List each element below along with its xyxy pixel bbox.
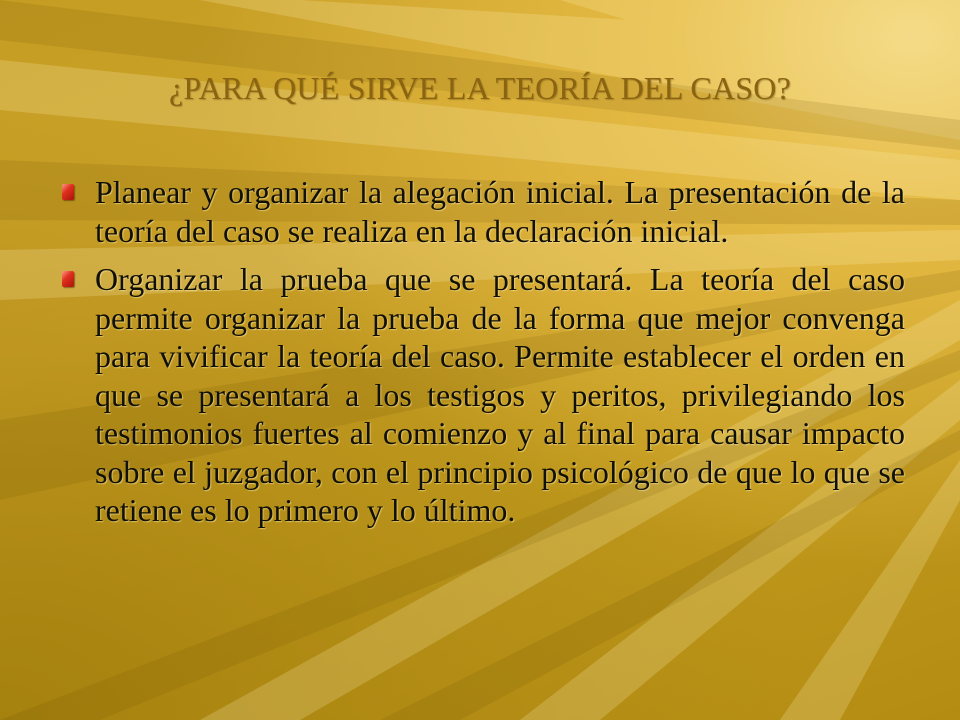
red-square-bullet-icon — [62, 271, 74, 287]
red-square-bullet-icon — [62, 184, 74, 200]
list-item — [60, 173, 905, 250]
bullet-text: Planear y organizar la alegación inicial. La presentación de la teoría del caso se realiza en la declaración inicial. — [95, 174, 905, 249]
bullet-text: Organizar la prueba que se presentará. La teoría del caso permite organizar la prueba de la forma que mejor convenga para vivificar la teoría del caso. Permite establecer el orden en que se presentará a los testigos y peritos, privilegiando los testimonios fuertes al comienzo y al final para causar impacto sobre el juzgador, con el principio psicológico de que lo que se retiene es lo primero y lo último. — [95, 261, 905, 528]
list-item — [60, 260, 905, 530]
slide-title: ¿PARA QUÉ SIRVE LA TEORÍA DEL CASO? — [169, 70, 791, 106]
bullet-list — [60, 173, 905, 540]
